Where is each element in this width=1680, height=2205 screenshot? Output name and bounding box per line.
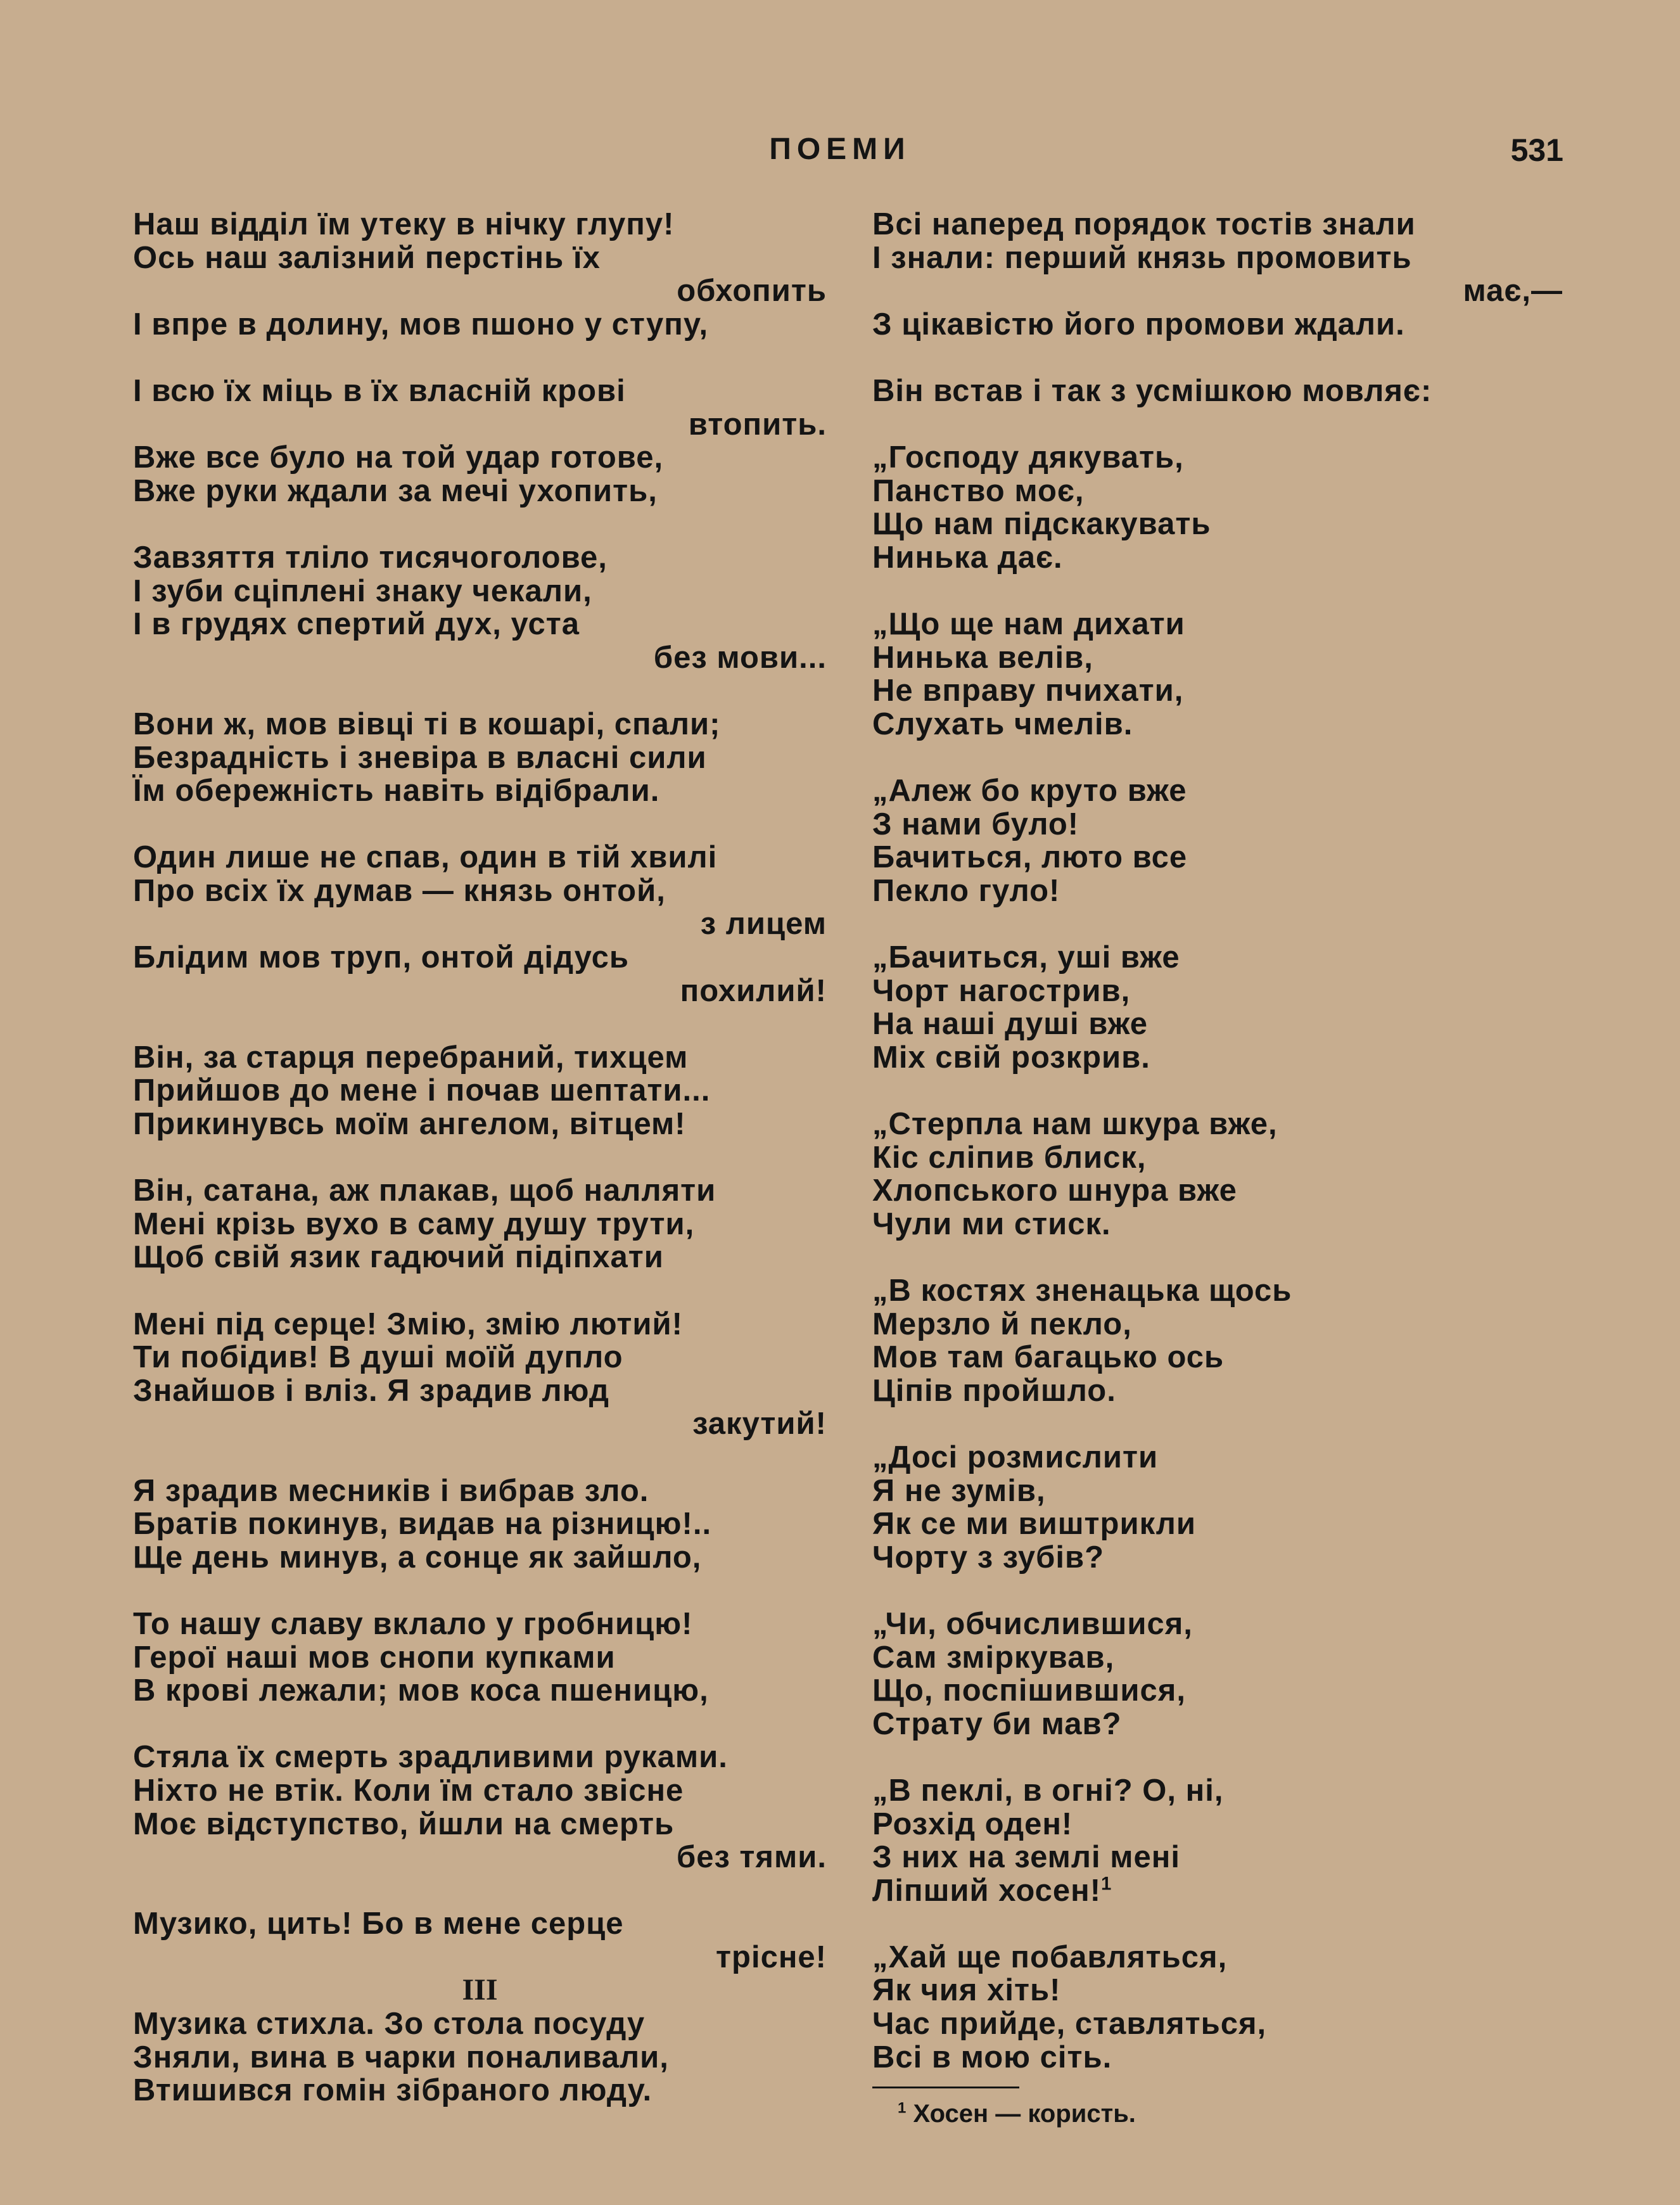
- poem-line: [133, 941, 827, 975]
- poem-line: [133, 2074, 827, 2107]
- poem-line: [133, 1374, 827, 1408]
- stanza-gap: [872, 1407, 1563, 1441]
- poem-line-text: з лицем: [700, 907, 827, 942]
- poem-line-text: Міх свій розкрив.: [872, 1040, 1150, 1075]
- poem-line: [133, 874, 827, 908]
- poem-line: [872, 274, 1563, 308]
- poem-line-text: Блідим мов труп, онтой дідусь: [133, 940, 630, 975]
- poem-line: [872, 874, 1563, 908]
- poem-line: [872, 1974, 1563, 2007]
- section-number: III: [462, 1973, 498, 2007]
- poem-line: [872, 1274, 1563, 1308]
- poem-line-text: „В пеклі, в огні? О, ні,: [872, 1773, 1224, 1808]
- footnote-rule: [872, 2087, 1019, 2088]
- stanza-gap: [133, 341, 827, 374]
- poem-line-text: І впре в долину, мов пшоно у ступу,: [133, 307, 709, 342]
- poem-line: [872, 1041, 1563, 1075]
- poem-line-text: Слухать чмелів.: [872, 706, 1133, 741]
- poem-line-text: „Хай ще побавляться,: [872, 1940, 1228, 1974]
- poem-line: [133, 907, 827, 941]
- poem-line: [872, 1941, 1563, 1974]
- poem-line: [133, 1241, 827, 1274]
- poem-line-text: Музико, цить! Бо в мене серце: [133, 1907, 624, 1941]
- stanza-gap: [133, 1141, 827, 1175]
- poem-line: [872, 2041, 1563, 2074]
- poem-line: [872, 2007, 1563, 2041]
- poem-line: [872, 1507, 1563, 1541]
- poem-line-text: Мов там багацько ось: [872, 1340, 1225, 1375]
- poem-line-text: Про всіх їх думав — князь онтой,: [133, 873, 666, 908]
- stanza-gap: [872, 1741, 1563, 1774]
- poem-line-text: Вони ж, мов вівці ті в кошарі, спали;: [133, 706, 721, 741]
- poem-line: [872, 508, 1563, 541]
- poem-line-text: І знали: перший князь промовить: [872, 240, 1412, 275]
- poem-line: [133, 1308, 827, 1341]
- poem-line: [133, 1841, 827, 1874]
- poem-line-text: Сам зміркував,: [872, 1640, 1115, 1675]
- poem-line-text: „Стерпла нам шкура вже,: [872, 1107, 1278, 1142]
- poem-line-text: В крові лежали; мов коса пшеницю,: [133, 1673, 709, 1708]
- poem-line-text: Зняли, вина в чарки поналивали,: [133, 2040, 669, 2074]
- poem-line: [133, 208, 827, 241]
- footnote-marker: 1: [1101, 1873, 1112, 1895]
- poem-line-text: Він, сатана, аж плакав, щоб налляти: [133, 1173, 716, 1208]
- stanza-gap: [872, 408, 1563, 442]
- poem-line: [133, 1907, 827, 1941]
- poem-line: [872, 1208, 1563, 1241]
- poem-line-text: Ліпший хосен!: [872, 1873, 1102, 1908]
- poem-line-text: Ніхто не втік. Коли їм стало звісне: [133, 1773, 684, 1808]
- poem-line-text: Ось наш залізний перстінь їх: [133, 240, 601, 275]
- stanza-gap: [872, 741, 1563, 775]
- poem-line-text: Я не зумів,: [872, 1473, 1046, 1508]
- poem-line-text: Він, за старця перебраний, тихцем: [133, 1040, 689, 1075]
- footnote-number: 1: [898, 2099, 907, 2117]
- poem-line-text: Мені крізь вухо в саму душу трути,: [133, 1206, 695, 1241]
- poem-line: [133, 475, 827, 508]
- poem-line: [133, 575, 827, 608]
- stanza-gap: [133, 1274, 827, 1308]
- poem-line-text: „Досі розмислити: [872, 1440, 1159, 1474]
- stanza-gap: [133, 1574, 827, 1607]
- poem-line-text: Завзяття тліло тисячоголове,: [133, 540, 608, 575]
- poem-line-text: обхопить: [677, 274, 827, 309]
- stanza-gap: [133, 1874, 827, 1908]
- poem-line: [133, 374, 827, 408]
- stanza-gap: [133, 1708, 827, 1741]
- stanza-gap: [872, 907, 1563, 941]
- poem-line-text: Наш відділ їм утеку в нічку глупу!: [133, 207, 675, 241]
- stanza-gap: [872, 575, 1563, 608]
- poem-line: [133, 741, 827, 775]
- poem-line: [133, 441, 827, 475]
- poem-line-text: тріснe!: [716, 1940, 827, 1974]
- poem-line: [133, 1641, 827, 1675]
- poem-line-text: З нами було!: [872, 807, 1079, 841]
- poem-line: [872, 1441, 1563, 1474]
- poem-line-text: похилий!: [680, 973, 827, 1008]
- poem-line: [133, 1941, 827, 1974]
- poem-line-text: Ти побідив! В душі моїй дупло: [133, 1340, 623, 1375]
- poem-line-text: Безрадність і зневіра в власні сили: [133, 740, 707, 775]
- poem-line: [133, 841, 827, 874]
- poem-line: [133, 1507, 827, 1541]
- poem-line-text: втопить.: [688, 407, 827, 442]
- poem-line: [133, 2007, 827, 2041]
- poem-line: [872, 808, 1563, 841]
- poem-line-text: Чорту з зубів?: [872, 1540, 1105, 1575]
- poem-line: [872, 1308, 1563, 1341]
- poem-line: [133, 274, 827, 308]
- poem-line: [872, 241, 1563, 275]
- poem-line: [872, 1474, 1563, 1508]
- stanza-gap: [872, 1074, 1563, 1108]
- poem-line: [872, 1607, 1563, 1641]
- poem-line: [133, 1074, 827, 1108]
- poem-line-text: Всі в мою сіть.: [872, 2040, 1112, 2074]
- poem-line: [872, 1174, 1563, 1208]
- poem-line-text: Як се ми виштрикли: [872, 1507, 1196, 1542]
- poem-line-text: Вже руки ждали за мечі ухопить,: [133, 473, 658, 508]
- poem-line: [872, 308, 1563, 342]
- poem-line: [133, 241, 827, 275]
- poem-line: [133, 975, 827, 1008]
- poem-line-text: Їм обережність навіть відібрали.: [133, 774, 660, 808]
- poem-line: [872, 1674, 1563, 1708]
- poem-line: [133, 541, 827, 575]
- poem-line: [133, 308, 827, 342]
- poem-line: [872, 1641, 1563, 1675]
- poem-line-text: Щоб свій язик гадючий підіпхати: [133, 1240, 664, 1275]
- poem-line-text: Час прийде, ставляться,: [872, 2007, 1267, 2042]
- left-column: [133, 208, 827, 2107]
- poem-line: [133, 1108, 827, 1141]
- poem-line: [133, 708, 827, 741]
- stanza-gap: [872, 1907, 1563, 1941]
- poem-line: [133, 641, 827, 675]
- poem-line: [872, 208, 1563, 241]
- poem-line: [872, 608, 1563, 641]
- poem-line-text: Він встав і так з усмішкою мовляє:: [872, 373, 1432, 408]
- poem-line: [872, 475, 1563, 508]
- poem-line: [133, 1541, 827, 1575]
- poem-line-text: Бачиться, люто все: [872, 840, 1188, 875]
- poem-line-text: „Господу дякувать,: [872, 440, 1184, 475]
- poem-line-text: Герої наші мов снопи купками: [133, 1640, 616, 1675]
- poem-line-text: Страту би мав?: [872, 1706, 1122, 1741]
- poem-line: [872, 941, 1563, 975]
- poem-line-text: З цікавістю його промови ждали.: [872, 307, 1405, 342]
- poem-line: [133, 774, 827, 808]
- poem-line-text: Як чия хіть!: [872, 1973, 1061, 2008]
- poem-line: [872, 374, 1563, 408]
- poem-line: [133, 1607, 827, 1641]
- poem-line-text: Що нам підскакувать: [872, 507, 1211, 542]
- poem-line-text: Один лише не спав, один в тій хвилі: [133, 840, 718, 875]
- poem-line-text: І зуби сціплені знаку чекали,: [133, 573, 592, 608]
- poem-line: [133, 608, 827, 641]
- stanza-gap: [133, 508, 827, 541]
- poem-line-text: Знайшов і вліз. Я зрадив люд: [133, 1373, 609, 1408]
- stanza-gap: [133, 674, 827, 708]
- poem-line-text: Чорт нагострив,: [872, 973, 1131, 1008]
- running-header: ПОЕМИ: [769, 132, 911, 166]
- poem-line: [872, 1808, 1563, 1841]
- poem-line-text: „Бачиться, уші вже: [872, 940, 1180, 975]
- poem-line-text: Стяла їх смерть зрадливими руками.: [133, 1740, 728, 1775]
- poem-line: [133, 1341, 827, 1374]
- stanza-gap: [872, 1574, 1563, 1607]
- poem-line-text: Ціпів пройшло.: [872, 1373, 1116, 1408]
- poem-line: [872, 641, 1563, 675]
- poem-line-text: Панство моє,: [872, 473, 1085, 508]
- poem-line-text: І всю їх міць в їх власній крові: [133, 373, 626, 408]
- poem-line-text: Прийшов до мене і почав шептати...: [133, 1073, 711, 1108]
- page-number: 531: [1510, 132, 1563, 168]
- poem-line-text: Не вправу пчихати,: [872, 674, 1184, 708]
- poem-line-text: На наші душі вже: [872, 1007, 1149, 1042]
- footnote: [872, 2099, 1563, 2129]
- poem-line: [872, 1874, 1563, 1908]
- poem-line-text: І в грудях спертий дух, уста: [133, 607, 580, 642]
- poem-line-text: без тями.: [676, 1840, 827, 1875]
- poem-line: [133, 1674, 827, 1708]
- poem-line: [133, 1774, 827, 1808]
- poem-line: [872, 1341, 1563, 1374]
- poem-line: [872, 1007, 1563, 1041]
- poem-line: [133, 1208, 827, 1241]
- poem-line: [133, 408, 827, 442]
- poem-line-text: Вже все було на той удар готове,: [133, 440, 664, 475]
- poem-line-text: закутий!: [692, 1407, 827, 1441]
- poem-line: [872, 841, 1563, 874]
- poem-line: [133, 1174, 827, 1208]
- poem-line-text: Нинька велів,: [872, 640, 1093, 675]
- poem-line-text: Всі наперед порядок тостів знали: [872, 207, 1416, 241]
- poem-line-text: Мені під серце! Змію, змію лютий!: [133, 1307, 683, 1341]
- poem-line-text: То нашу славу вклало у гробницю!: [133, 1606, 693, 1641]
- poem-line-text: „В костях зненацька щось: [872, 1274, 1292, 1308]
- poem-line: [872, 1774, 1563, 1808]
- footnote-text: Хосен — користь.: [913, 2100, 1136, 2128]
- poem-line: [133, 2041, 827, 2074]
- poem-line-text: Братів покинув, видав на різницю!..: [133, 1507, 712, 1542]
- poem-line: [872, 774, 1563, 808]
- poem-line-text: Мерзло й пекло,: [872, 1307, 1132, 1341]
- stanza-gap: [133, 1007, 827, 1041]
- poem-line: [872, 541, 1563, 575]
- poem-line: [872, 1108, 1563, 1141]
- poem-line: [872, 1141, 1563, 1175]
- poem-line-text: Я зрадив месників і вибрав зло.: [133, 1473, 649, 1508]
- poem-line-text: Пекло гуло!: [872, 873, 1060, 908]
- poem-line-text: Хлопського шнура вже: [872, 1173, 1237, 1208]
- poem-line: [872, 708, 1563, 741]
- poem-line: [133, 1808, 827, 1841]
- poem-line: [872, 441, 1563, 475]
- poem-line: [872, 1541, 1563, 1575]
- poem-line-text: Прикинувсь моїм ангелом, вітцем!: [133, 1107, 686, 1142]
- poem-line: [133, 1041, 827, 1075]
- poem-line: [872, 1708, 1563, 1741]
- poem-line-text: Кіс сліпив блиск,: [872, 1140, 1147, 1175]
- poem-line-text: Моє відступство, йшли на смерть: [133, 1806, 675, 1841]
- poem-line-text: Музика стихла. Зо стола посуду: [133, 2007, 646, 2042]
- stanza-gap: [133, 1441, 827, 1474]
- poem-line-text: Розхід оден!: [872, 1806, 1073, 1841]
- poem-line: [872, 975, 1563, 1008]
- stanza-gap: [133, 808, 827, 841]
- poem-line-text: Чули ми стиск.: [872, 1206, 1111, 1241]
- poem-line-text: Що, поспішившися,: [872, 1673, 1186, 1708]
- poem-line-text: без мови...: [653, 640, 827, 675]
- poem-line: [133, 1407, 827, 1441]
- poem-line: [133, 1741, 827, 1774]
- stanza-gap: [872, 1241, 1563, 1274]
- poem-line-text: „Що ще нам дихати: [872, 607, 1185, 642]
- poem-line-text: З них на землі мені: [872, 1840, 1180, 1875]
- poem-line: [133, 1474, 827, 1508]
- right-column: [872, 208, 1563, 2129]
- poem-line: [872, 1841, 1563, 1874]
- poem-line-text: Нинька дає.: [872, 540, 1063, 575]
- poem-line: [872, 674, 1563, 708]
- poem-line-text: Втишився гомін зібраного люду.: [133, 2073, 652, 2108]
- poem-line-text: має,—: [1463, 274, 1563, 309]
- poem-line-text: „Алеж бо круто вже: [872, 774, 1187, 808]
- poem-line-text: „Чи, обчислившися,: [872, 1606, 1193, 1641]
- stanza-gap: [872, 341, 1563, 374]
- poem-line: [872, 1374, 1563, 1408]
- poem-line-text: Ще день минув, а сонце як зайшло,: [133, 1540, 702, 1575]
